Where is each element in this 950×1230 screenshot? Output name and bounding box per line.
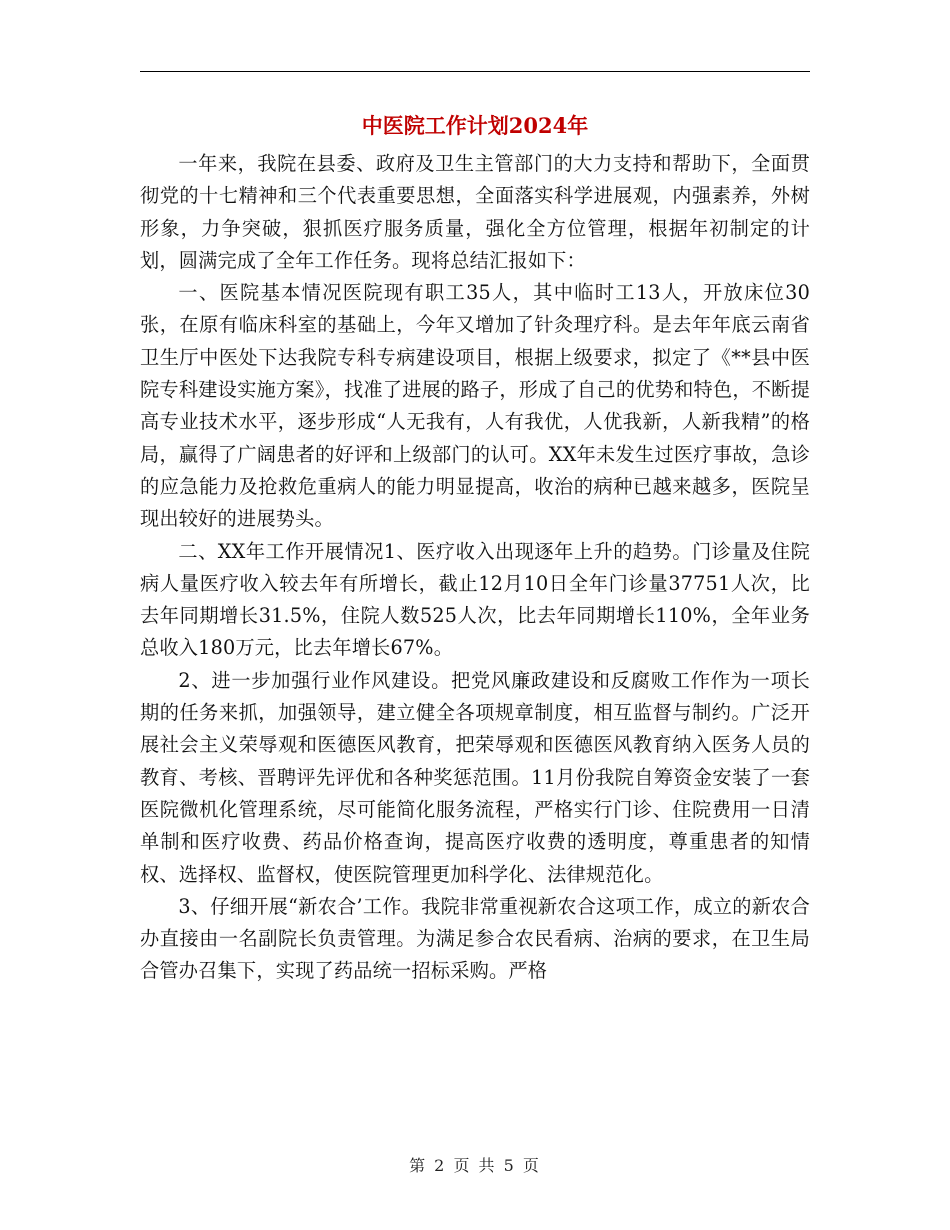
paragraph-intro: 一年来，我院在县委、政府及卫生主管部门的大力支持和帮助下，全面贯彻党的十七精神和三个代表重要思想，全面落实科学进展观，内强素养，外树形象，力争突破，狠抓医疗服务质量，强化全方位管理，根据年初制定的计划，圆满完成了全年工作任务。现将总结汇报如下：	[140, 152, 810, 272]
header-rule	[140, 71, 810, 72]
document-body	[140, 148, 810, 988]
paragraph-rural-coop: 3、仔细开展“新农合’工作。我院非常重视新农合这项工作，成立的新农合办直接由一名副院长负责管理。为满足参合农民看病、治病的要求，在卫生局合管办召集下，实现了药品统一招标采购。严格	[140, 894, 810, 983]
paragraph-style-building: 2、进一步加强行业作风建设。把党风廉政建设和反腐败工作作为一项长期的任务来抓，加强领导，建立健全各项规章制度，相互监督与制约。广泛开展社会主义荣辱观和医德医风教育，把荣辱观和医德医风教育纳入医务人员的教育、考核、晋聘评先评优和各种奖惩范围。11月份我院自筹资金安装了一套医院微机化管理系统，尽可能简化服务流程，严格实行门诊、住院费用一日清单制和医疗收费、药品价格查询，提高医疗收费的透明度，尊重患者的知情权、选择权、监督权，使医院管理更加科学化、法律规范化。	[140, 668, 810, 886]
page-number: 第 2 页 共 5 页	[409, 1156, 541, 1175]
paragraph-basic-info: 一、医院基本情况医院现有职工35人，其中临时工13人，开放床位30张，在原有临床科室的基础上，今年又增加了针灸理疗科。是去年年底云南省卫生厅中医处下达我院专科专病建设项目，根据上级要求，拟定了《**县中医院专科建设实施方案》，找准了进展的路子，形成了自己的优势和特色，不断提高专业技术水平，逐步形成“人无我有，人有我优，人优我新，人新我精”的格局，赢得了广阔患者的好评和上级部门的认可。XX年未发生过医疗事故，急诊的应急能力及抢救危重病人的能力明显提高，收治的病种已越来越多，医院呈现出较好的进展势头。	[140, 281, 810, 531]
paragraph-work-progress: 二、XX年工作开展情况1、医疗收入出现逐年上升的趋势。门诊量及住院病人量医疗收入较去年有所增长，截止12月10日全年门诊量37751人次，比去年同期增长31.5%，住院人数525人次，比去年同期增长110%，全年业务总收入180万元，比去年增长67%。	[140, 539, 810, 660]
document-title: 中医院工作计划2024年	[361, 113, 589, 138]
